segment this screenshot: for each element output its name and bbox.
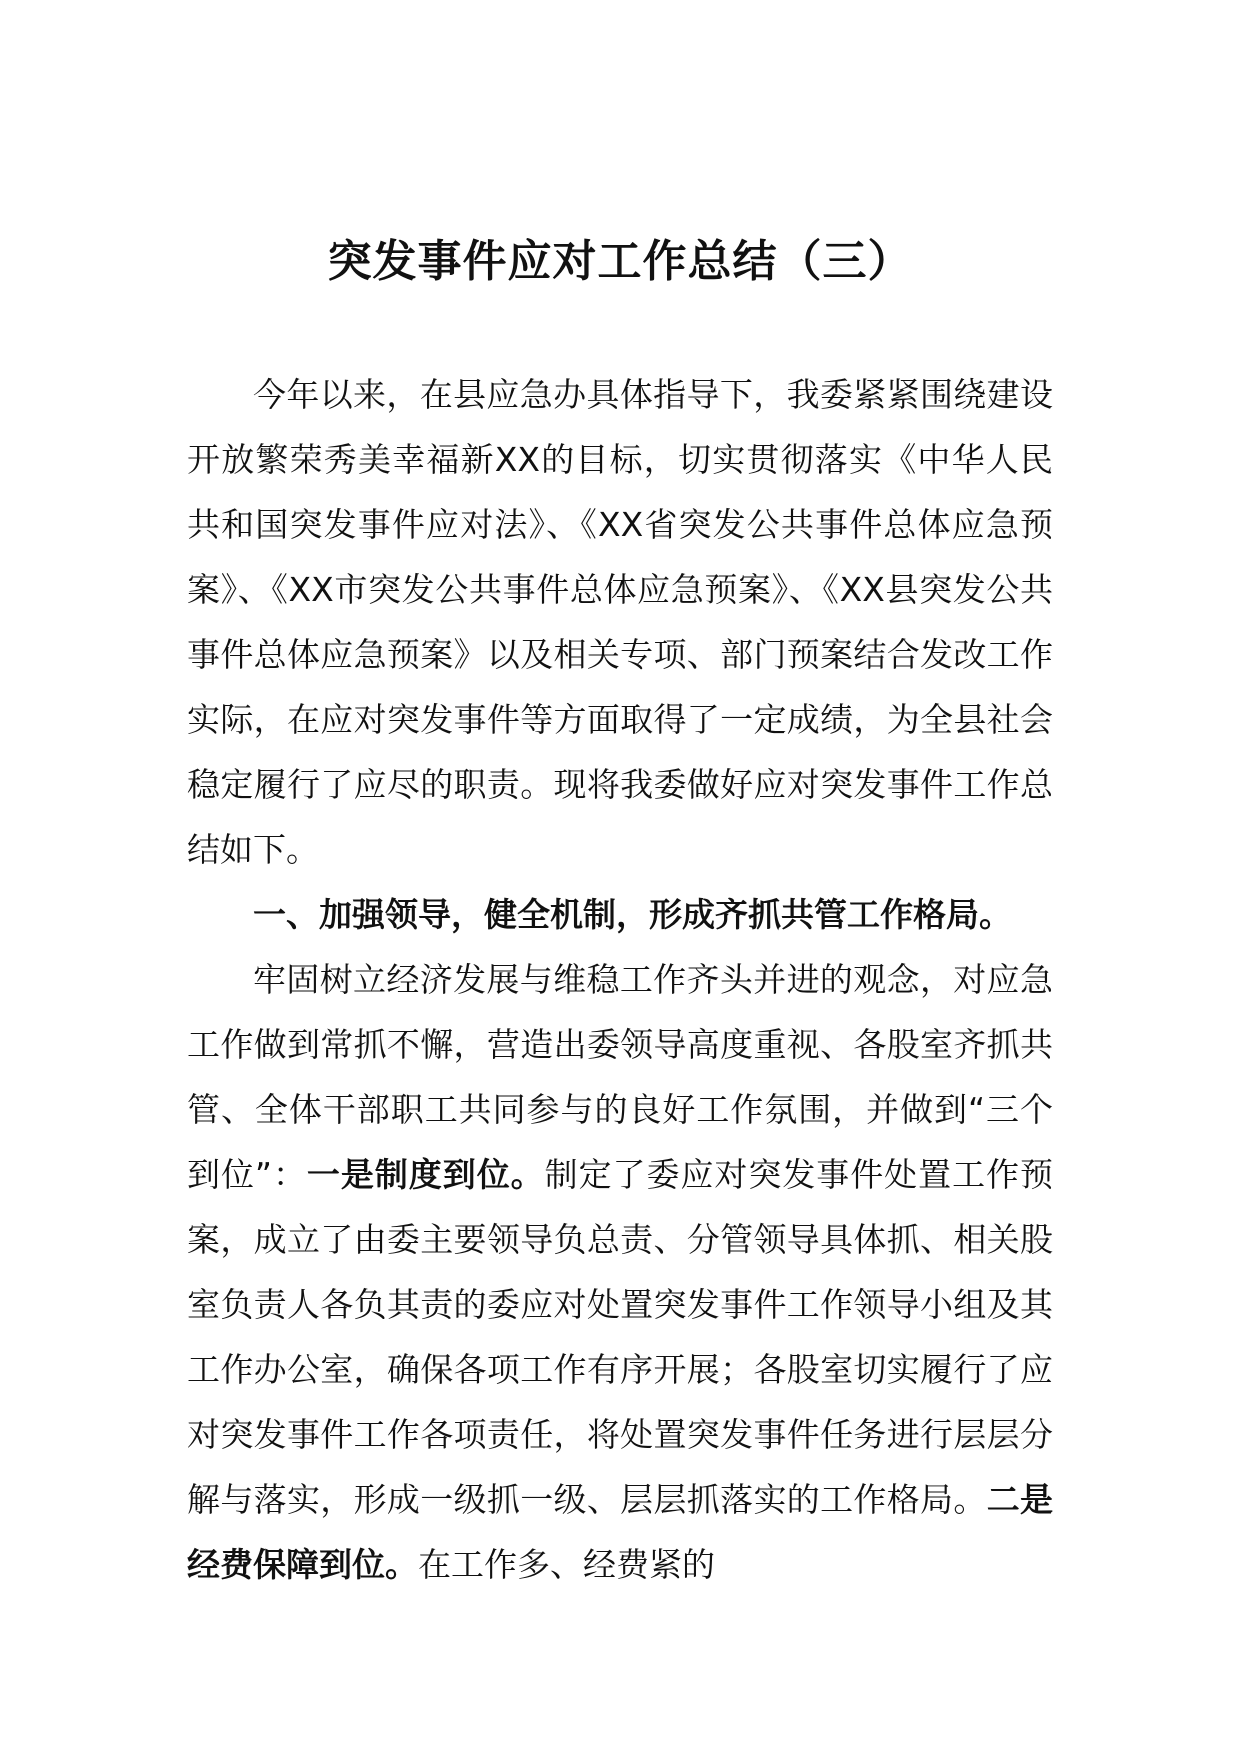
document-body [187, 362, 1053, 1597]
bold-point-2: 二是经费保障到位。 [187, 1480, 1054, 1584]
section-heading-1: 一、加强领导，健全机制，形成齐抓共管工作格局。 [253, 895, 1012, 934]
intro-paragraph: 今年以来，在县应急办具体指导下，我委紧紧围绕建设开放繁荣秀美幸福新XX的目标，切实贯彻落实《中华人民共和国突发事件应对法》、《XX省突发公共事件总体应急预案》、《XX市突发公共事件总体应急预案》、《XX县突发公共事件总体应急预案》以及相关专项、部门预案结合发改工作实际，在应对突发事件等方面取得了一定成绩，为全县社会稳定履行了应尽的职责。现将我委做好应对突发事件工作总结如下。 [187, 375, 1053, 869]
document-title: 突发事件应对工作总结（三） [327, 236, 913, 287]
paragraph-text: 在工作多、经费紧的 [418, 1545, 715, 1584]
section-1-paragraph [187, 947, 1053, 1597]
paragraph-text: 牢固树立经济发展与维稳工作齐头并进的观念，对应急工作做到常抓不懈，营造出委领导高度重视、各股室齐抓共管、全体干部职工共同参与的良好工作氛围，并做到“三个到位”： [187, 960, 1053, 1194]
paragraph-text: 制定了委应对突发事件处置工作预案，成立了由委主要领导负总责、分管领导具体抓、相关股室负责人各负其责的委应对处置突发事件工作领导小组及其工作办公室，确保各项工作有序开展；各股室切实履行了应对突发事件工作各项责任，将处置突发事件任务进行层层分解与落实，形成一级抓一级、层层抓落实的工作格局。 [187, 1155, 1054, 1519]
bold-point-1: 一是制度到位。 [306, 1155, 545, 1194]
